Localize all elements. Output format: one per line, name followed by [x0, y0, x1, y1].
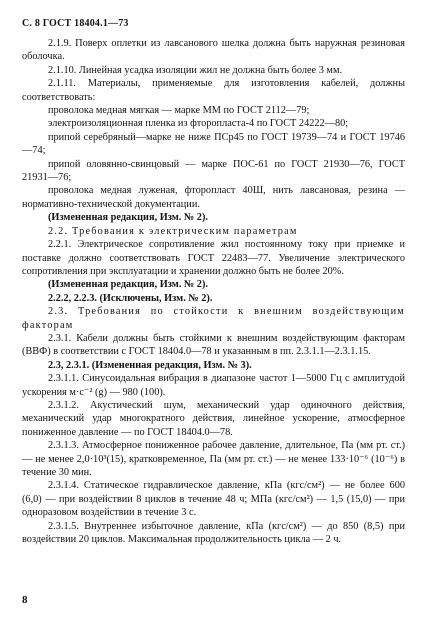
paragraph-2-2-1: 2.2.1. Электрическое сопротивление жил постоянному току при приемке и поставке должно соответствовать ГОСТ 22483—77. Увеличение электрического сопротивления при эксплуатации и хранении должно быть не более 20%.: [22, 239, 405, 277]
material-item: проволока медная мягкая — марке ММ по ГОСТ 2112—79;: [48, 105, 310, 117]
amendment-note: 2.3, 2.3.1. (Измененная редакция, Изм. № 3).: [48, 359, 252, 371]
paragraph-2-3-1-3: 2.3.1.3. Атмосферное пониженное рабочее давление, длительное, Па (мм рт. ст.) — не менее 2,0·10³(15), кратковременное, Па (мм рт. ст.) — не менее 133·10⁻⁶ (10⁻⁶) в течение 30 мин.: [22, 440, 405, 478]
material-item: проволока медная луженая, фторопласт 40Ш, нить лавсановая, резина — нормативно-технической документации.: [22, 185, 405, 210]
material-item: припой серебряный—марке не ниже ПСр45 по ГОСТ 19739—74 и ГОСТ 19746—74;: [22, 131, 405, 157]
paragraph-2-1-9: 2.1.9. Поверх оплетки из лавсанового шелка должна быть наружная резиновая оболочка.: [22, 38, 405, 63]
amendment-note: (Измененная редакция, Изм. № 2).: [48, 212, 208, 224]
exclusion-note: 2.2.2, 2.2.3. (Исключены, Изм. № 2).: [48, 292, 213, 304]
page-header: С. 8 ГОСТ 18404.1—73: [22, 18, 129, 29]
paragraph-2-3-1-1: 2.3.1.1. Синусоидальная вибрация в диапазоне частот 1—5000 Гц с амплитудой ускорения м·с⁻² (g) — 980 (100).: [22, 373, 405, 398]
page-number: 8: [22, 594, 28, 606]
paragraph-2-1-10: 2.1.10. Линейная усадка изоляции жил не должна быть более 3 мм.: [48, 64, 343, 76]
section-heading-2-2: 2.2. Требования к электрическим параметрам: [48, 225, 298, 237]
material-item: электроизоляционная пленка из фторопласта-4 по ГОСТ 24222—80;: [48, 118, 349, 130]
amendment-note: (Измененная редакция, Изм. № 2).: [48, 279, 208, 291]
paragraph-2-3-1-2: 2.3.1.2. Акустический шум, механический удар одиночного действия, механический удар многократного действия, линейное ускорение, атмосферное пониженное давление — по ГОСТ 18404.0—78.: [22, 399, 405, 438]
paragraph-2-3-1: 2.3.1. Кабели должны быть стойкими к внешним воздействующим факторам (ВВФ) в соответствии с ГОСТ 18404.0—78 и указанным в пп. 2.3.1.1—2.3.1.15.: [22, 332, 405, 358]
paragraph-2-1-11: 2.1.11. Материалы, применяемые для изготовления кабелей, должны соответствовать:: [22, 78, 405, 103]
paragraph-2-3-1-4: 2.3.1.4. Статическое гидравлическое давление, кПа (кгс/см²) — не более 600 (6,0) — при воздействии 8 циклов в течение 48 ч; МПа (кгс/см²) — 1,5 (15,0) — при одноразовом воздействии в течение 3 с.: [22, 480, 405, 519]
page-body: [22, 37, 405, 546]
section-heading-2-3: 2.3. Требования по стойкости к внешним воздействующим факторам: [22, 306, 405, 331]
material-item: припой оловянно-свинцовый — марке ПОС-61 по ГОСТ 21930—76, ГОСТ 21931—76;: [22, 158, 405, 184]
paragraph-2-3-1-5: 2.3.1.5. Внутреннее избыточное давление, кПа (кгс/см²) — до 850 (8,5) при воздействии 20 циклов. Максимальная продолжительность цикла — 2 ч.: [22, 520, 405, 546]
